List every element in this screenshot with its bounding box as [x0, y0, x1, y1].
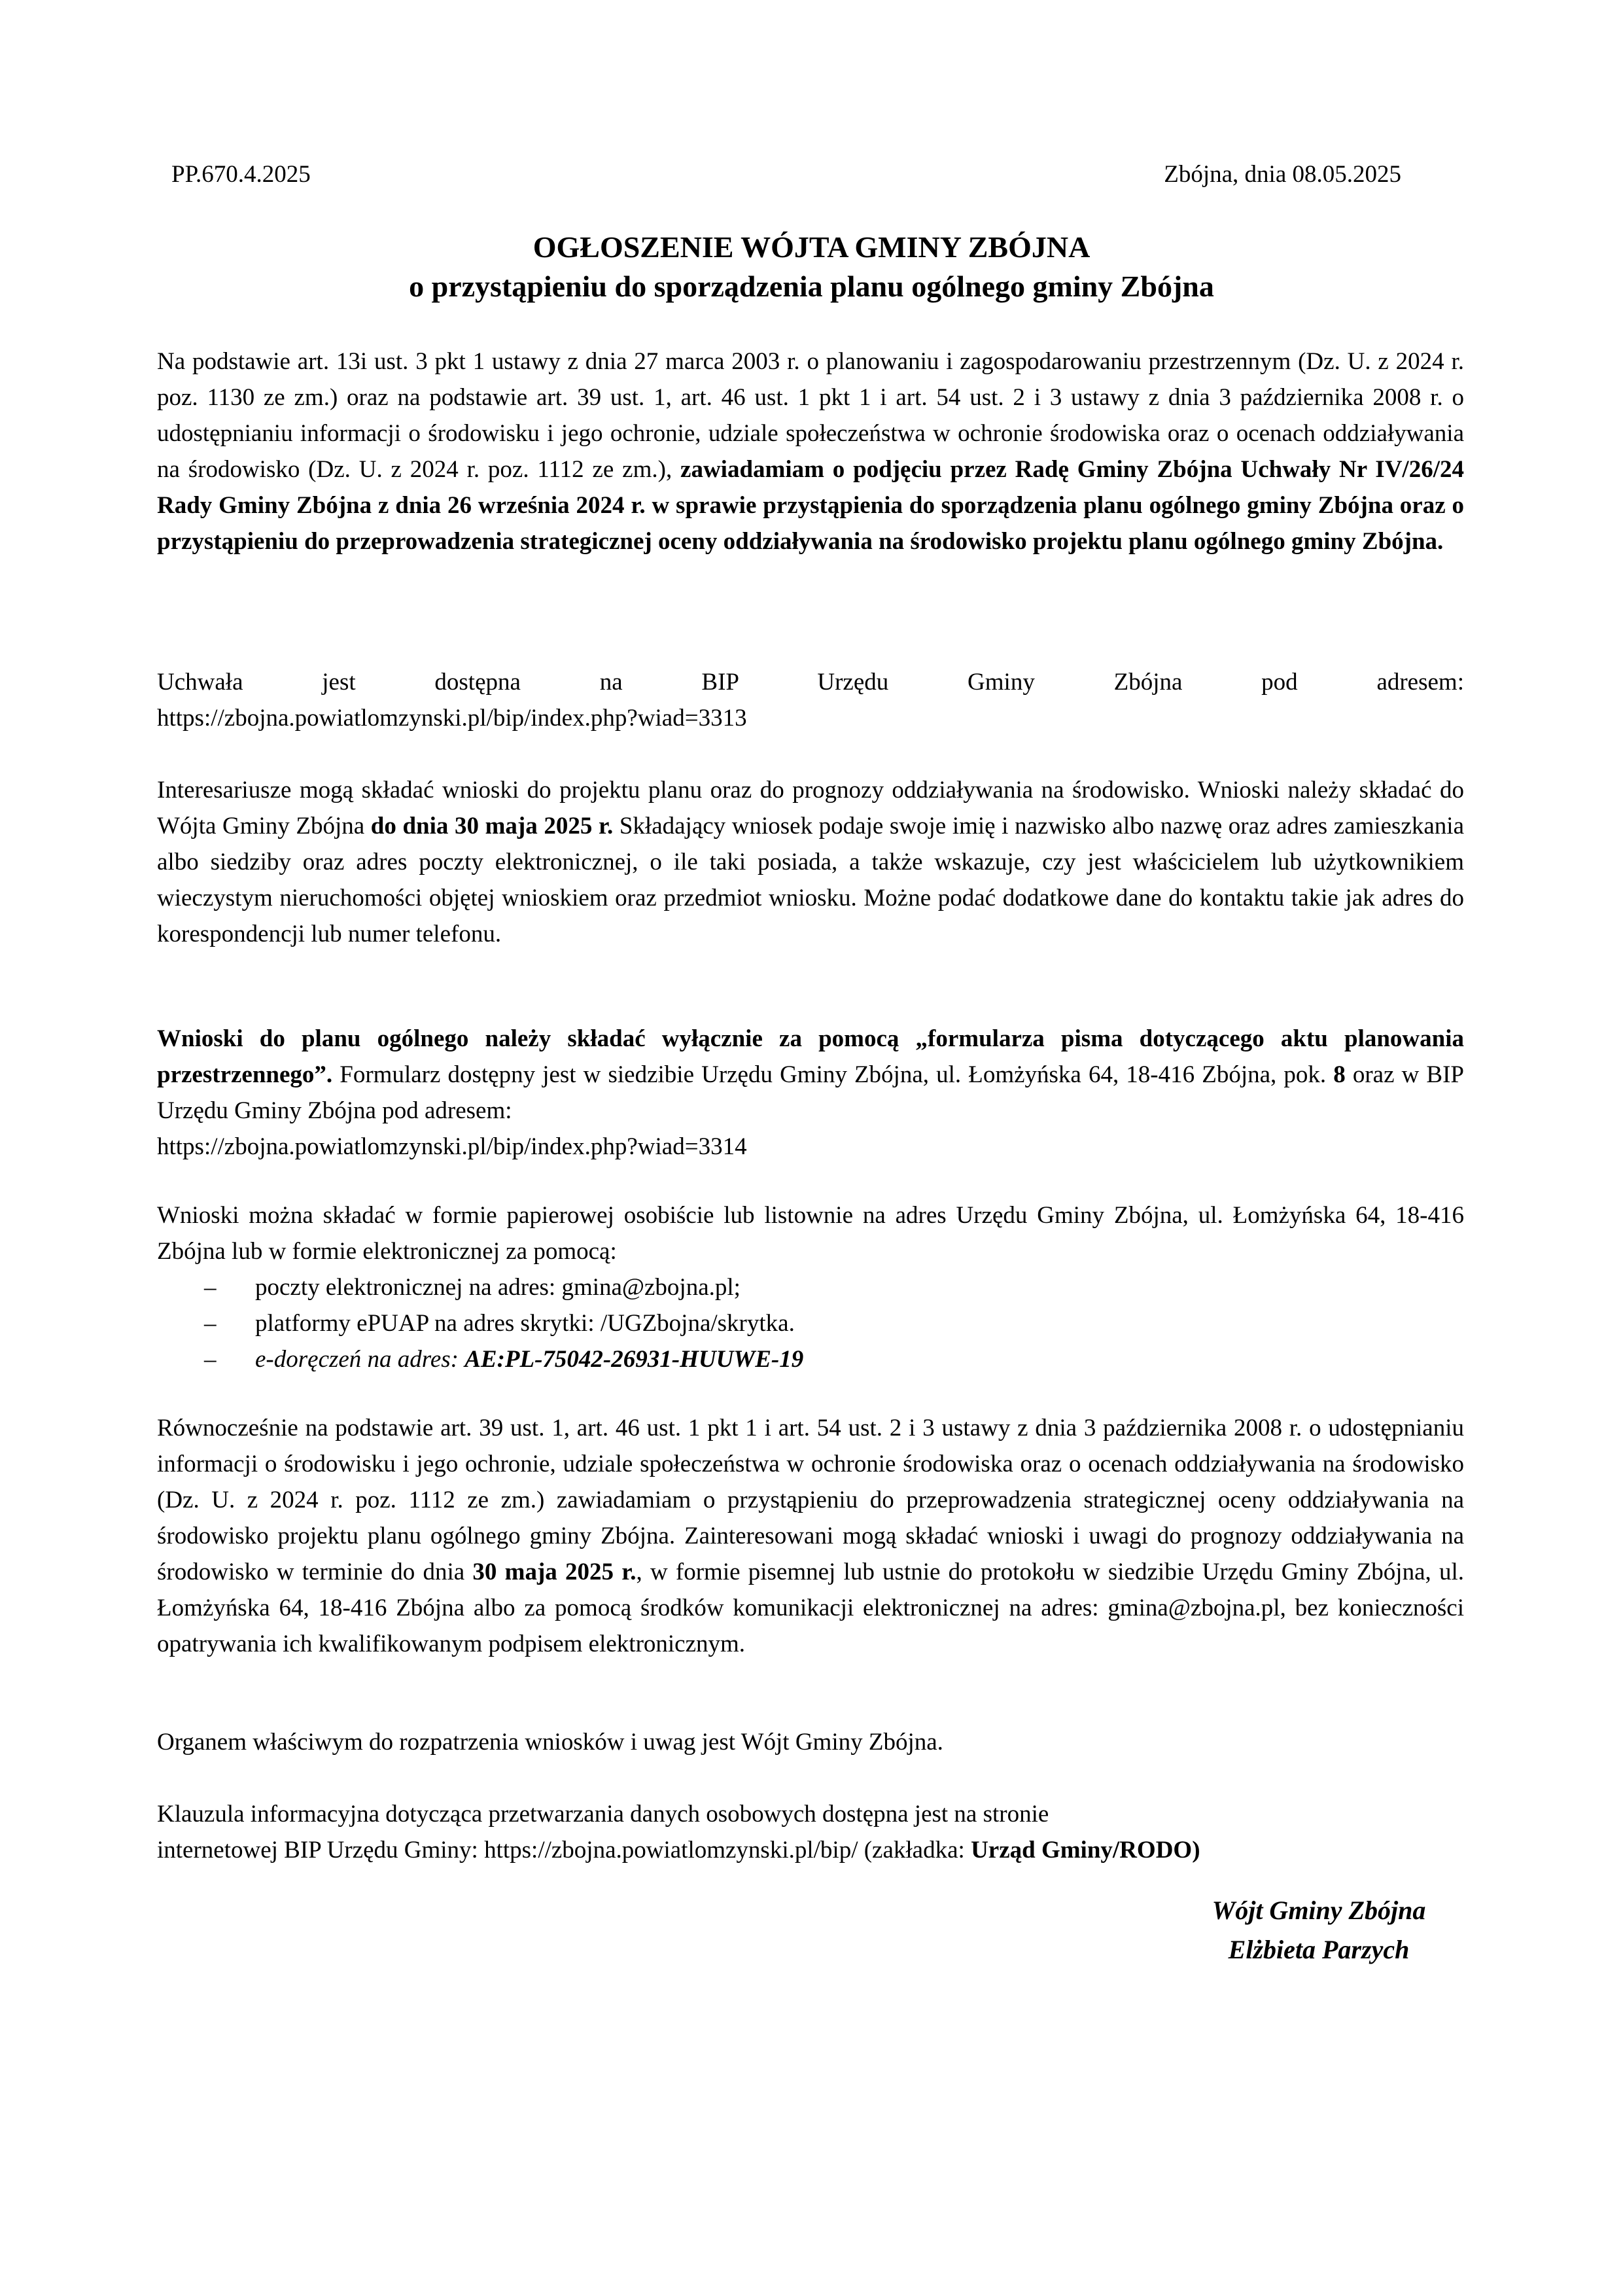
title-line-1: OGŁOSZENIE WÓJTA GMINY ZBÓJNA — [532, 230, 1091, 264]
list-item — [157, 1269, 1464, 1305]
list-dash: – — [204, 1274, 217, 1301]
resolution-url: https://zbojna.powiatlomzynski.pl/bip/index.php?wiad=3313 — [157, 705, 747, 732]
submission-text-a: Interesariusze mogą składać wnioski do projektu planu oraz do prognozy oddziaływania na środowisko. Wnioski należy składać do Wójta Gminy Zbójna — [157, 777, 1464, 839]
form-bip-text: oraz w BIP Urzędu Gminy Zbójna pod adresem: — [157, 1061, 1464, 1124]
document-header — [171, 158, 1401, 198]
paragraph-submission-rules — [157, 772, 1464, 952]
reference-number: PP.670.4.2025 — [171, 161, 311, 188]
channel-edoreczenia-address: AE:PL-75042-26931-HUUWE-19 — [464, 1346, 804, 1373]
paragraph-submission-channels — [157, 1197, 1464, 1377]
legal-basis-text: Na podstawie art. 13i ust. 3 pkt 1 ustawy z dnia 27 marca 2003 r. o planowaniu i zagospodarowaniu przestrzennym (Dz. U. z 2024 r. poz. 1130 ze zm.) oraz na podstawie art. 39 ust. 1, art. 46 ust. 1 pkt 1 i art. 54 ust. 2 i 3 ustawy z dnia 3 października 2008 r. o udostępnianiu informacji o środowisku i jego ochronie, udziale społeczeństwa w ochronie środowiska oraz o ocenach oddziaływania na środowisko (Dz. U. z 2024 r. poz. 1112 ze zm.), — [157, 348, 1464, 483]
channel-edoreczenia-label: e-doręczeń na adres: — [255, 1346, 465, 1373]
assessment-text-b: , w formie pisemnej lub ustnie do protokołu w siedzibie Urzędu Gminy Zbójna, ul. Łomżyńska 64, 18-416 Zbójna albo za pomocą środków komunikacji elektronicznej na adres: gmina@zbojna.pl, bez konieczności opatrywania ich kwalifikowanym podpisem elektronicznym. — [157, 1559, 1465, 1657]
paragraph-form-requirement — [157, 1021, 1464, 1165]
competent-authority-text: Organem właściwym do rozpatrzenia wniosków i uwag jest Wójt Gminy Zbójna. — [157, 1729, 943, 1756]
submission-text-b: Składający wniosek podaje swoje imię i nazwisko albo nazwę oraz adres zamieszkania albo siedziby oraz adres poczty elektronicznej, o ile taki posiada, a także wskazuje, czy jest właścicielem lub użytkownikiem wieczystym nieruchomości objętej wnioskiem oraz przedmiot wniosku. Możne podać dodatkowe dane do kontaktu takie jak adres do korespondencji lub numer telefonu. — [157, 813, 1464, 947]
assessment-deadline: 30 maja 2025 r. — [472, 1559, 637, 1585]
list-dash: – — [204, 1310, 217, 1337]
title-line-2: o przystąpieniu do sporządzenia planu ogólnego gminy Zbójna — [409, 270, 1214, 303]
gdpr-line-2: internetowej BIP Urzędu Gminy: https://zbojna.powiatlomzynski.pl/bip/ (zakładka: — [157, 1837, 971, 1863]
paragraph-gdpr-clause — [157, 1796, 1464, 1868]
form-location-text: Formularz dostępny jest w siedzibie Urzędu Gminy Zbójna, ul. Łomżyńska 64, 18-416 Zbójna, pok. — [332, 1061, 1334, 1088]
assessment-text-a: Równocześnie na podstawie art. 39 ust. 1, art. 46 ust. 1 pkt 1 i art. 54 ust. 2 i 3 ustawy z dnia 3 października 2008 r. o udostępnianiu informacji o środowisku i jego ochronie, udziale społeczeństwa w ochronie środowiska oraz o ocenach oddziaływania na środowisko (Dz. U. z 2024 r. poz. 1112 ze zm.) zawiadamiam o przystąpieniu do przeprowadzenia strategicznej oceny oddziaływania na środowisko projektu planu ogólnego gminy Zbójna. Zainteresowani mogą składać wnioski i uwagi do prognozy oddziaływania na środowisko w terminie do dnia — [157, 1415, 1464, 1585]
channel-email: poczty elektronicznej na adres: gmina@zbojna.pl; — [255, 1274, 741, 1301]
channels-intro: Wnioski można składać w formie papierowej osobiście lub listownie na adres Urzędu Gminy Zbójna, ul. Łomżyńska 64, 18-416 Zbójna lub w formie elektronicznej za pomocą: — [157, 1202, 1464, 1265]
signatory-name: Elżbieta Parzych — [1228, 1935, 1410, 1964]
paragraph-competent-authority — [157, 1724, 1464, 1760]
signatory-position: Wójt Gminy Zbójna — [1212, 1896, 1426, 1925]
list-item — [157, 1341, 1464, 1377]
signature-block — [1149, 1891, 1489, 1969]
gdpr-line-1: Klauzula informacyjna dotycząca przetwarzania danych osobowych dostępna jest na stronie — [157, 1801, 1049, 1828]
place-and-date: Zbójna, dnia 08.05.2025 — [1164, 161, 1401, 188]
form-url: https://zbojna.powiatlomzynski.pl/bip/index.php?wiad=3314 — [157, 1133, 747, 1160]
form-requirement: Wnioski do planu ogólnego należy składać wyłącznie za pomocą „formularza pisma dotyczącego aktu planowania przestrzennego”. — [157, 1025, 1464, 1088]
resolution-notice: zawiadamiam o podjęciu przez Radę Gminy Zbójna Uchwały Nr IV/26/24 Rady Gminy Zbójna z dnia 26 września 2024 r. w sprawie przystąpienia do sporządzenia planu ogólnego gminy Zbójna oraz o przystąpieniu do przeprowadzenia strategicznej oceny oddziaływania na środowisko projektu planu ogólnego gminy Zbójna. — [157, 456, 1464, 555]
room-number: 8 — [1333, 1061, 1346, 1088]
availability-text: Uchwała jest dostępna na BIP Urzędu Gminy Zbójna pod adresem: — [157, 669, 1464, 696]
paragraph-environmental-assessment — [157, 1410, 1464, 1662]
gdpr-tab-name: Urząd Gminy/RODO) — [971, 1837, 1200, 1863]
list-dash: – — [204, 1346, 217, 1373]
channel-epuap: platformy ePUAP na adres skrytki: /UGZbojna/skrytka. — [255, 1310, 795, 1337]
submission-deadline: do dnia 30 maja 2025 r. — [370, 813, 614, 839]
list-item — [157, 1305, 1464, 1341]
paragraph-legal-basis — [157, 344, 1464, 559]
document-title — [0, 228, 1623, 306]
channels-list — [157, 1269, 1464, 1377]
paragraph-resolution-availability — [157, 664, 1464, 736]
